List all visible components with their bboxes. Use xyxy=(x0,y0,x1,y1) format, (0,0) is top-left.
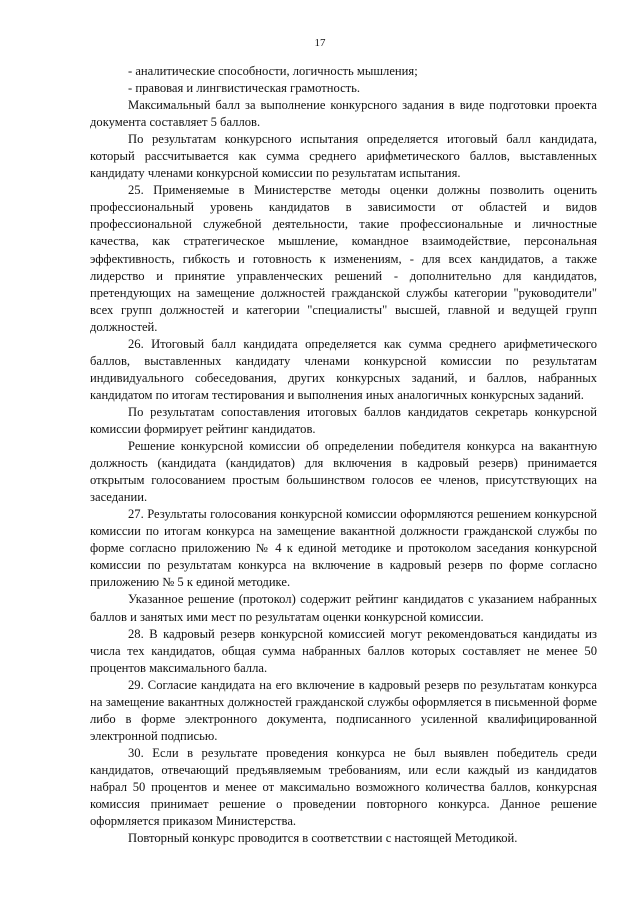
paragraph-12: 29. Согласие кандидата на его включение в кадровый резерв по результатам конкурса на замещение вакантных должностей гражданской службы оформляется в письменной форме либо в форме электронного документа, подписанного усиленной квалифицированной электронной подписью. xyxy=(90,677,597,743)
paragraph-7: По результатам сопоставления итоговых баллов кандидатов секретарь конкурсной комиссии формирует рейтинг кандидатов. xyxy=(90,404,597,436)
page-number: 17 xyxy=(314,37,326,49)
paragraph-13: 30. Если в результате проведения конкурса не был выявлен победитель среди кандидатов, отвечающий предъявляемым требованиям, или если каждый из кандидатов набрал 50 процентов и менее от максимально возможного количества баллов, конкурсная комиссия принимает решение о проведении повторного конкурса. Данное решение оформляется приказом Министерства. xyxy=(90,745,597,829)
paragraph-9: 27. Результаты голосования конкурсной комиссии оформляются решением конкурсной комиссии по итогам конкурса на замещение вакантной должности гражданской службы по форме согласно приложению № 4 к единой методике и протоколом заседания конкурсной комиссии по результатам конкурса на включение в кадровый резерв по форме согласно приложению № 5 к единой методике. xyxy=(90,507,597,590)
paragraph-10: Указанное решение (протокол) содержит рейтинг кандидатов с указанием набранных баллов и занятых ими мест по результатам оценки конкурсной комиссии. xyxy=(90,592,597,624)
paragraph-1: - аналитические способности, логичность мышления; xyxy=(128,64,418,78)
paragraph-8: Решение конкурсной комиссии об определении победителя конкурса на вакантную должность (кандидата (кандидатов) для включения в кадровый резерв) принимается открытым голосованием простым большинством голосов ее членов, присутствующих на заседании. xyxy=(90,439,597,505)
paragraph-14: Повторный конкурс проводится в соответствии с настоящей Методикой. xyxy=(128,831,518,846)
paragraph-2: - правовая и лингвистическая грамотность. xyxy=(128,81,361,96)
paragraph-6: 26. Итоговый балл кандидата определяется как сумма среднего арифметического баллов, выставленных кандидату членами конкурсной комиссии по результатам индивидуального собеседования, других конкурсных заданий, и баллов, набранных кандидатом по итогам тестирования и выполнения иных аналогичных конкурсных заданий. xyxy=(90,336,597,402)
paragraph-11: 28. В кадровый резерв конкурсной комиссией могут рекомендоваться кандидаты из числа тех кандидатов, общая сумма набранных баллов которых составляет не менее 50 процентов максимального балла. xyxy=(90,626,597,675)
paragraph-5: 25. Применяемые в Министерстве методы оценки должны позволить оценить профессиональный уровень кандидатов в зависимости от областей и видов профессиональной служебной деятельности, такие профессиональные и личностные качества, как стратегическое мышление, командное взаимодействие, персональная эффективность, гибкость и готовность к изменениям, - для всех кандидатов, а также лидерство и принятие управленческих решений - дополнительно для кандидатов, претендующих на замещение должностей гражданской службы категории "руководители" всех групп должностей и категории "специалисты" высшей, главной и ведущей групп должностей. xyxy=(90,183,597,334)
paragraph-4: По результатам конкурсного испытания определяется итоговый балл кандидата, который рассчитывается как сумма среднего арифметического баллов, выставленных кандидату членами конкурсной комиссии по результатам испытания. xyxy=(90,132,597,181)
paragraph-3: Максимальный балл за выполнение конкурсного задания в виде подготовки проекта документа составляет 5 баллов. xyxy=(90,98,597,130)
document-body xyxy=(90,63,597,847)
